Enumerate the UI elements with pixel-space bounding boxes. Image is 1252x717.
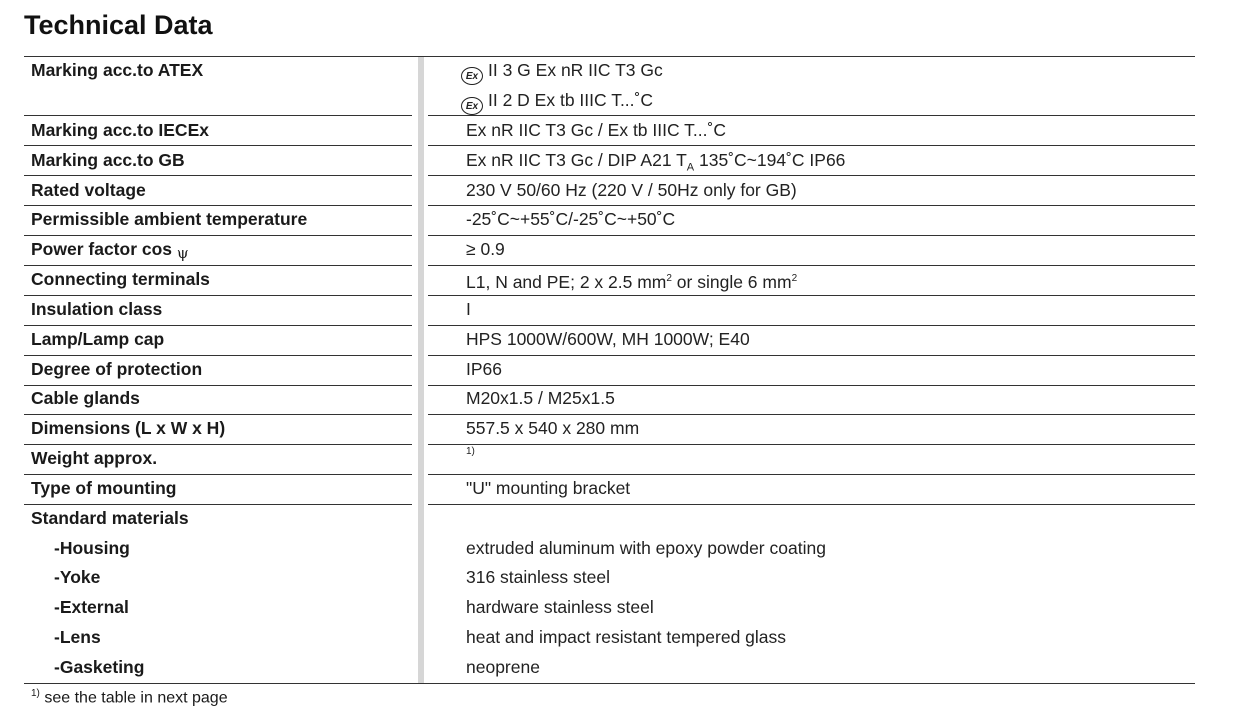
row-rule bbox=[428, 385, 1195, 386]
value-atex-gas: Ex II 3 G Ex nR IIC T3 Gc bbox=[461, 60, 663, 85]
ex-mark-icon: Ex bbox=[461, 67, 483, 85]
row-rule bbox=[428, 355, 1195, 356]
value-ambient-temperature: -25˚C~+55˚C/-25˚C~+50˚C bbox=[466, 209, 676, 229]
label-ambient-temperature: Permissible ambient temperature bbox=[31, 209, 308, 229]
label-type-of-mounting: Type of mounting bbox=[31, 478, 177, 498]
row-rule bbox=[428, 444, 1195, 445]
label-power-factor: Power factor cos ψ bbox=[31, 239, 189, 262]
row-rule bbox=[24, 175, 412, 176]
row-rule bbox=[24, 325, 412, 326]
value-marking-gb: Ex nR IIC T3 Gc / DIP A21 $T_A$ 135˚C~194˚C IP66 bbox=[466, 150, 846, 174]
value-rated-voltage: 230 V 50/60 Hz (220 V / 50Hz only for GB) bbox=[466, 180, 797, 200]
value-marking-iecex: Ex nR IIC T3 Gc / Ex tb IIIC T...˚C bbox=[466, 120, 726, 140]
row-rule bbox=[428, 414, 1195, 415]
row-rule bbox=[24, 115, 412, 116]
value-lamp-cap: HPS 1000W/600W, MH 1000W; E40 bbox=[466, 329, 750, 349]
label-marking-iecex: Marking acc.to IECEx bbox=[31, 120, 209, 140]
row-rule bbox=[24, 385, 412, 386]
table-bottom-rule bbox=[24, 683, 1195, 684]
value-external: hardware stainless steel bbox=[466, 597, 654, 617]
row-rule bbox=[428, 115, 1195, 116]
footnote bbox=[31, 688, 228, 707]
label-rated-voltage: Rated voltage bbox=[31, 180, 146, 200]
row-rule bbox=[428, 145, 1195, 146]
row-rule bbox=[24, 504, 412, 505]
ex-mark-icon: Ex bbox=[461, 97, 483, 115]
label-insulation-class: Insulation class bbox=[31, 299, 163, 319]
label-gasketing: -Gasketing bbox=[54, 657, 145, 677]
row-rule bbox=[428, 504, 1195, 505]
label-degree-of-protection: Degree of protection bbox=[31, 359, 203, 379]
label-cable-glands: Cable glands bbox=[31, 388, 140, 408]
row-rule bbox=[24, 235, 412, 236]
label-connecting-terminals: Connecting terminals bbox=[31, 269, 210, 289]
value-degree-of-protection: IP66 bbox=[466, 359, 502, 379]
row-rule bbox=[24, 205, 412, 206]
value-lens: heat and impact resistant tempered glass bbox=[466, 627, 787, 647]
value-cable-glands: M20x1.5 / M25x1.5 bbox=[466, 388, 615, 408]
value-atex-dust: Ex II 2 D Ex tb IIIC T...˚C bbox=[461, 90, 653, 115]
label-marking-gb: Marking acc.to GB bbox=[31, 150, 185, 170]
footnote-text: see the table in next page bbox=[39, 689, 228, 707]
label-lamp-cap: Lamp/Lamp cap bbox=[31, 329, 165, 349]
row-rule bbox=[428, 175, 1195, 176]
row-rule bbox=[24, 145, 412, 146]
label-weight: Weight approx. bbox=[31, 448, 158, 468]
label-lens: -Lens bbox=[54, 627, 101, 647]
row-rule bbox=[24, 295, 412, 296]
value-insulation-class: I bbox=[466, 299, 471, 319]
value-connecting-terminals: L1, N and PE; 2 x 2.5 $mm^2$ or single 6 $mm^2$ bbox=[466, 271, 798, 292]
row-rule bbox=[24, 355, 412, 356]
value-power-factor: ≥ 0.9 bbox=[466, 239, 505, 259]
row-rule bbox=[24, 444, 412, 445]
label-marking-atex: Marking acc.to ATEX bbox=[31, 60, 204, 80]
footnote-marker: 1) bbox=[31, 688, 40, 699]
row-rule bbox=[428, 235, 1195, 236]
value-dimensions: 557.5 x 540 x 280 mm bbox=[466, 418, 640, 438]
label-external: -External bbox=[54, 597, 129, 617]
row-rule bbox=[24, 414, 412, 415]
value-gasketing: neoprene bbox=[466, 657, 540, 677]
column-divider bbox=[418, 57, 424, 684]
technical-data-table bbox=[24, 56, 1195, 684]
row-rule bbox=[428, 265, 1195, 266]
row-rule bbox=[428, 474, 1195, 475]
value-weight-footnote-ref: 1) bbox=[466, 446, 475, 457]
row-rule bbox=[428, 295, 1195, 296]
row-rule bbox=[428, 325, 1195, 326]
label-housing: -Housing bbox=[54, 538, 130, 558]
label-standard-materials: Standard materials bbox=[31, 508, 189, 528]
row-rule bbox=[24, 474, 412, 475]
row-rule bbox=[24, 265, 412, 266]
label-yoke: -Yoke bbox=[54, 567, 101, 587]
value-yoke: 316 stainless steel bbox=[466, 567, 610, 587]
page-title: Technical Data bbox=[24, 10, 213, 40]
label-dimensions: Dimensions (L x W x H) bbox=[31, 418, 226, 438]
value-type-of-mounting: "U" mounting bracket bbox=[466, 478, 631, 498]
value-housing: extruded aluminum with epoxy powder coating bbox=[466, 538, 826, 558]
table-top-rule bbox=[24, 56, 1195, 57]
row-rule bbox=[428, 205, 1195, 206]
